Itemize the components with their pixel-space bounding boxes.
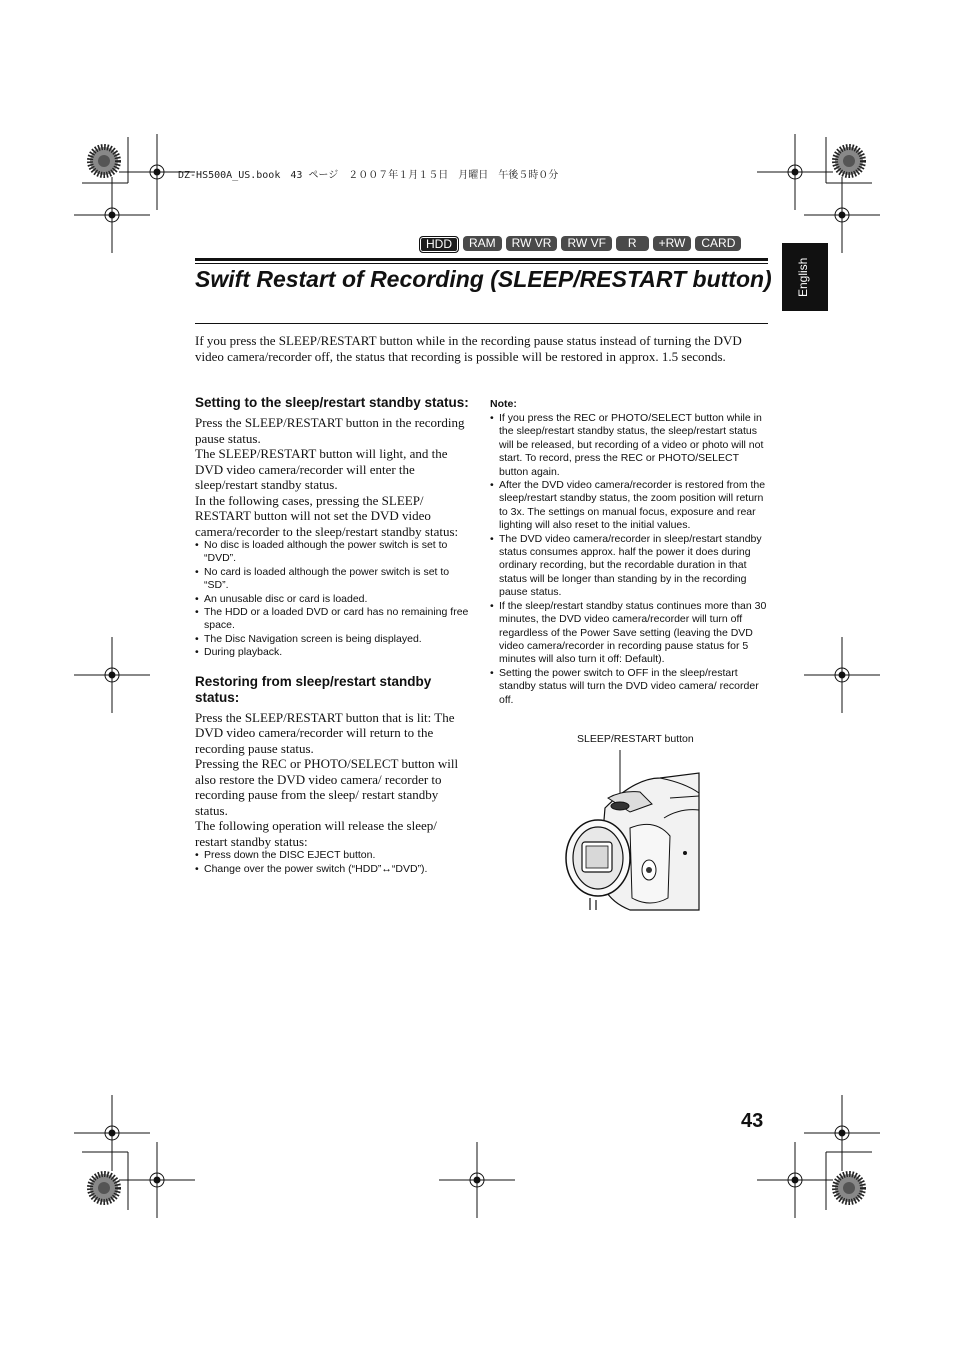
note-heading: Note: <box>490 398 517 410</box>
setting-paragraph: In the following cases, pressing the SLEEP/ RESTART button will not set the DVD video camera/recorder to the sleep/restart standby status: <box>195 492 459 539</box>
note-column <box>490 398 768 707</box>
list-item: • No disc is loaded although the power switch is set to “DVD”. <box>195 539 470 566</box>
list-item: • Setting the power switch to OFF in the sleep/restart standby status will turn the DVD video camera/ recorder off. <box>490 667 768 707</box>
camcorder-illustration <box>560 748 705 913</box>
media-tabs <box>419 236 741 253</box>
language-label: English <box>796 257 810 297</box>
setting-bullet-list <box>195 539 470 660</box>
media-tab-plus-rw: +RW <box>653 236 692 251</box>
restoring-paragraph: Pressing the REC or PHOTO/SELECT button will also restore the DVD video camera/ recorder to recording pause from the sleep/ restart standby status. <box>195 756 459 818</box>
restoring-heading: Restoring from sleep/restart standby status: <box>195 673 432 705</box>
restoring-bullet-list <box>195 849 470 876</box>
restoring-paragraph: The following operation will release the sleep/ restart standby status: <box>195 818 437 849</box>
setting-paragraph: The SLEEP/RESTART button will light, and the DVD video camera/recorder will enter the sleep/restart standby status. <box>195 446 448 492</box>
list-item: • The Disc Navigation screen is being displayed. <box>195 633 470 646</box>
note-bullet-list <box>490 412 768 707</box>
list-item: • After the DVD video camera/recorder is restored from the sleep/restart standby status, the zoom position will return to 3x. The settings on manual focus, exposure and rear lighting will also reset to the initial values. <box>490 479 768 533</box>
intro-paragraph: If you press the SLEEP/RESTART button while in the recording pause status instead of turning the DVD video camera/recorder off, the status that recording is possible will be restored in approx. 1.5 seconds. <box>195 333 742 364</box>
page-number: 43 <box>741 1110 764 1132</box>
book-info-line: DZ-HS500A_US.book 43 ページ ２００７年１月１５日 月曜日 午後５時０分 <box>178 170 559 181</box>
media-tab-ram: RAM <box>463 236 502 251</box>
title-top-rule-thin <box>195 263 768 264</box>
setting-heading: Setting to the sleep/restart standby status: <box>195 395 469 410</box>
list-item: • An unusable disc or card is loaded. <box>195 593 470 606</box>
left-column <box>195 395 470 876</box>
language-side-tab <box>782 243 828 311</box>
media-tab-card: CARD <box>695 236 741 251</box>
list-item: • If the sleep/restart standby status continues more than 30 minutes, the DVD video camera/recorder will turn off regardless of the Power Save setting (leaving the DVD video camera/recorder in recording pause status for 5 minutes will also turn it off: Default). <box>490 600 768 667</box>
media-tab-r: R <box>616 236 649 251</box>
list-item: • If you press the REC or PHOTO/SELECT button while in the sleep/restart standby status, the sleep/restart status will be released, but recording of a video or photo will not start. To record, press the REC or PHOTO/SELECT button again. <box>490 412 768 479</box>
setting-paragraph: Press the SLEEP/RESTART button in the recording pause status. <box>195 415 465 446</box>
list-item: • Press down the DISC EJECT button. <box>195 849 470 862</box>
list-item: • During playback. <box>195 646 470 659</box>
figure-caption: SLEEP/RESTART button <box>577 733 694 745</box>
media-tab-hdd: HDD <box>419 236 459 253</box>
list-item: • Change over the power switch (“HDD”↔“DVD”). <box>195 863 470 876</box>
restoring-paragraph: Press the SLEEP/RESTART button that is lit: The DVD video camera/recorder will return to the recording pause status. <box>195 709 455 756</box>
media-tab-rw-vr: RW VR <box>506 236 558 251</box>
page-title: Swift Restart of Recording (SLEEP/RESTART button) <box>195 266 772 292</box>
media-tab-rw-vf: RW VF <box>561 236 611 251</box>
title-bottom-rule <box>195 323 768 324</box>
title-top-rule <box>195 258 768 261</box>
list-item: • No card is loaded although the power switch is set to “SD”. <box>195 566 470 593</box>
list-item: • The HDD or a loaded DVD or card has no remaining free space. <box>195 606 470 633</box>
list-item: • The DVD video camera/recorder in sleep/restart standby status consumes approx. half the power it does during ordinary recording, but the recordable duration in that status will be longer than standing by in the recording pause status. <box>490 533 768 600</box>
